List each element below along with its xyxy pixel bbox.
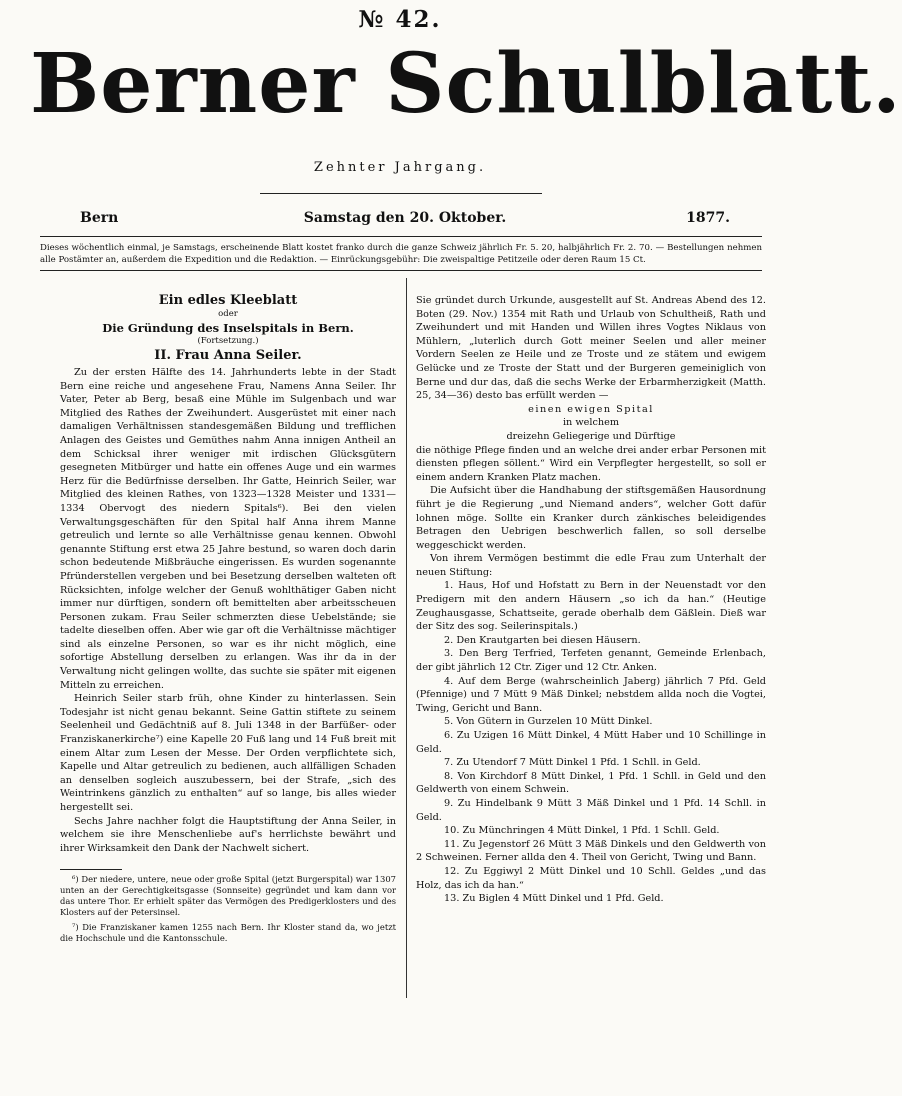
- list-item: 9. Zu Hindelbank 9 Mütt 3 Mäß Dinkel und 1 Pfd. 14 Schll. in Geld.: [416, 797, 766, 823]
- paragraph: Von ihrem Vermögen bestimmt die edle Frau zum Unterhalt der neuen Stiftung:: [416, 553, 766, 578]
- column-right: [416, 294, 766, 906]
- masthead-rule: [260, 193, 542, 194]
- list-item: 8. Von Kirchdorf 8 Mütt Dinkel, 1 Pfd. 1 Schll. in Geld und den Geldwerth von einem Schwein.: [416, 770, 766, 796]
- notice-rule-bottom: [40, 270, 762, 271]
- list-item: 11. Zu Jegenstorf 26 Mütt 3 Mäß Dinkels und den Geldwerth von 2 Schweinen. Ferner allda den 4. Theil von Gericht, Twing und Bann.: [416, 838, 766, 864]
- paragraph: Heinrich Seiler starb früh, ohne Kinder zu hinterlassen. Sein Todesjahr ist nicht genau bekannt. Seine Gattin stiftete zu seinem Seelenheil und Gedächtniß auf 8. Juli 1348 in der Barfüßer- oder Franziskanerkirche⁷) eine Kapelle 20 Fuß lang und 14 Fuß breit mit einem Altar zum Lesen der Messe. Der Orden verpflichtete sich, Kapelle und Altar getreulich zu bedienen, auch allfälligen Schaden an denselben sogleich auszubessern, bei der Strafe, „sich des Weintrinkens gänzlich zu enthalten“ auf so lange, bis alles wieder hergestellt sei.: [60, 693, 396, 813]
- article-title: Ein edles Kleeblatt: [158, 293, 298, 308]
- notice-rule-top: [40, 236, 762, 237]
- list-item: 4. Auf dem Berge (wahrscheinlich Jaberg) jährlich 7 Pfd. Geld (Pfennige) und 7 Mütt 9 Mäß Dinkel; nebstdem allda noch die Vogtei, Twing, Gericht und Bann.: [416, 675, 766, 714]
- paragraph: Sechs Jahre nachher folgt die Hauptstiftung der Anna Seiler, in welchem sie ihre Menschenliebe auf's herrlichste bewährt und ihrer Wirksamkeit den Dank der Nachwelt sichert.: [60, 815, 396, 854]
- column-divider: [406, 278, 407, 998]
- column-left: [60, 292, 396, 948]
- issue-date: Samstag den 20. Oktober.: [303, 210, 507, 226]
- masthead-title: Berner Schulblatt.: [30, 36, 902, 132]
- year: 1877.: [686, 210, 730, 226]
- paragraph: Zu der ersten Hälfte des 14. Jahrhunderts lebte in der Stadt Bern eine reiche und angesehene Frau, Namens Anna Seiler. Ihr Vater, Peter ab Berg, besaß eine Mühle im Sulgenbach und war Mitglied des Rathes der Zweihundert. Ausgerüstet mit einer nach damaligen Verhältnissen standesgemäßen Bildung und trefflichen Anlagen des Geistes und Gemüthes nahm Anna innigen Antheil an dem Schicksal ihrer weniger mit irdischen Glücksgütern gesegneten Mitbürger und hatte ein offenes Auge und ein warmes Herz für die Bedürfnisse derselben. Ihr Gatte, Heinrich Seiler, war Mitglied des kleinen Rathes, von 1323—1328 Meister und 1331—1334 Obervogt des niedern Spitals⁶). Bei den vielen Verwaltungsgeschäften für den Spital half Anna ihrem Manne getreulich und lernte so alle Verhältnisse genau kennen. Obwohl genannte Stiftung erst etwa 25 Jahre bestund, so waren doch darin schon bedeutende Mißbräuche eingerissen. Es wurden sogenannte Pfründerstellen vergeben und bei Besetzung derselben walteten oft Rücksichten, infolge welcher der Genuß wohlthätiger Gaben nicht immer nur dürftigen, sondern oft bemittelten aber arbeitsscheuen Personen zukam. Frau Seiler schmerzten diese Uebelstände; sie tadelte dieselben offen. Aber wie gar oft die Verhältnisse mächtiger sind als einzelne Personen, so war es ihr nicht möglich, eine sofortige Abstellung derselben zu erlangen. Was ihr da in der Verwaltung nicht gelingen wollte, das suchte sie später mit eigenen Mitteln zu erreichen.: [60, 367, 396, 691]
- list-item: 1. Haus, Hof und Hofstatt zu Bern in der Neuenstadt vor den Predigern mit den andern Häusern „so ich da han.“ (Heutige Zeughausgasse, Schattseite, gerade oberhalb dem Gäßlein. Dieß war der Sitz des sog. Seilerinspitals.): [416, 580, 766, 633]
- list-item: 12. Zu Eggiwyl 2 Mütt Dinkel und 10 Schll. Geldes „und das Holz, das ich da han.“: [416, 865, 766, 891]
- list-item: 3. Den Berg Terfried, Terfeten genannt, Gemeinde Erlenbach, der gibt jährlich 12 Ctr. Ziger und 12 Ctr. Anken.: [416, 648, 766, 674]
- list-item: 13. Zu Biglen 4 Mütt Dinkel und 1 Pfd. Geld.: [444, 893, 664, 905]
- volume-line: Zehnter Jahrgang.: [313, 160, 487, 175]
- article-continuation: (Fortsetzung.): [197, 336, 259, 346]
- center-line: in welchem: [562, 417, 620, 429]
- list-item: 2. Den Krautgarten bei diesen Häusern.: [444, 634, 641, 646]
- list-item: 5. Von Gütern in Gurzelen 10 Mütt Dinkel.: [444, 716, 653, 728]
- subscription-notice: Dieses wöchentlich einmal, je Samstags, erscheinende Blatt kostet franko durch die ganze Schweiz jährlich Fr. 5. 20, halbjährlich Fr. 2. 70. — Bestellungen nehmen alle Postämter an, außerdem die Expedition und die Redaktion. — Einrückungsgebühr: Die zweispaltige Petitzeile oder deren Raum 15 Ct.: [40, 243, 762, 265]
- issue-number: № 42.: [358, 6, 442, 33]
- center-line: einen ewigen Spital: [528, 403, 654, 415]
- list-item: 7. Zu Utendorf 7 Mütt Dinkel 1 Pfd. 1 Schll. in Geld.: [444, 757, 701, 769]
- paragraph: Sie gründet durch Urkunde, ausgestellt auf St. Andreas Abend des 12. Boten (29. Nov.) 1354 mit Rath und Urlaub von Schultheiß, Rath und Zweihundert und mit Handen und Willen ihres Vogtes Niklaus von Mühlern, „luterlich durch Gott meiner Seelen und aller meiner Vordern Seelen ze Heile und ze Troste und ze stätem und ewigem Gelücke und ze Troste der Statt und der Burgeren gemeiniglich von Berne und dur das, daß die sechs Werke der Erbarmherzigkeit (Matth. 25, 34—36) desto bas erfüllt werden —: [416, 295, 766, 402]
- paragraph: Die Aufsicht über die Handhabung der stiftsgemäßen Hausordnung führt je die Regierung „und Niemand anders“, welcher Gott dafür lohnen möge. Sollte ein Kranker durch zänkisches beleidigendes Betragen den Uebrigen beschwerlich fallen, so soll derselbe weggeschickt werden.: [416, 485, 766, 551]
- place: Bern: [80, 210, 119, 226]
- article-oder: oder: [218, 309, 238, 319]
- footnote: ⁷) Die Franziskaner kamen 1255 nach Bern. Ihr Kloster stand da, wo jetzt die Hochschule und die Kantonsschule.: [60, 922, 396, 944]
- footnote: ⁶) Der niedere, untere, neue oder große Spital (jetzt Burgerspital) war 1307 unten an der Gerechtigkeitsgasse (Sonnseite) gegründet und kam dann vor das untere Thor. Er erhielt später das Vermögen des Predigerklosters und des Klosters auf der Petersinsel.: [60, 874, 396, 918]
- paragraph: die nöthige Pflege finden und an welche drei ander erbar Personen mit diensten pflegen söllent.“ Wird ein Verpflegter hergestellt, so soll er einem andern Kranken Platz machen.: [416, 444, 766, 483]
- list-item: 6. Zu Uzigen 16 Mütt Dinkel, 4 Mütt Haber und 10 Schillinge in Geld.: [416, 730, 766, 755]
- list-item: 10. Zu Münchringen 4 Mütt Dinkel, 1 Pfd. 1 Schll. Geld.: [444, 825, 720, 837]
- article-subtitle: Die Gründung des Inselspitals in Bern.: [102, 321, 354, 335]
- footnote-rule: [60, 869, 122, 870]
- section-heading: II. Frau Anna Seiler.: [154, 348, 302, 363]
- center-line: dreizehn Geliegerige und Dürftige: [506, 430, 676, 442]
